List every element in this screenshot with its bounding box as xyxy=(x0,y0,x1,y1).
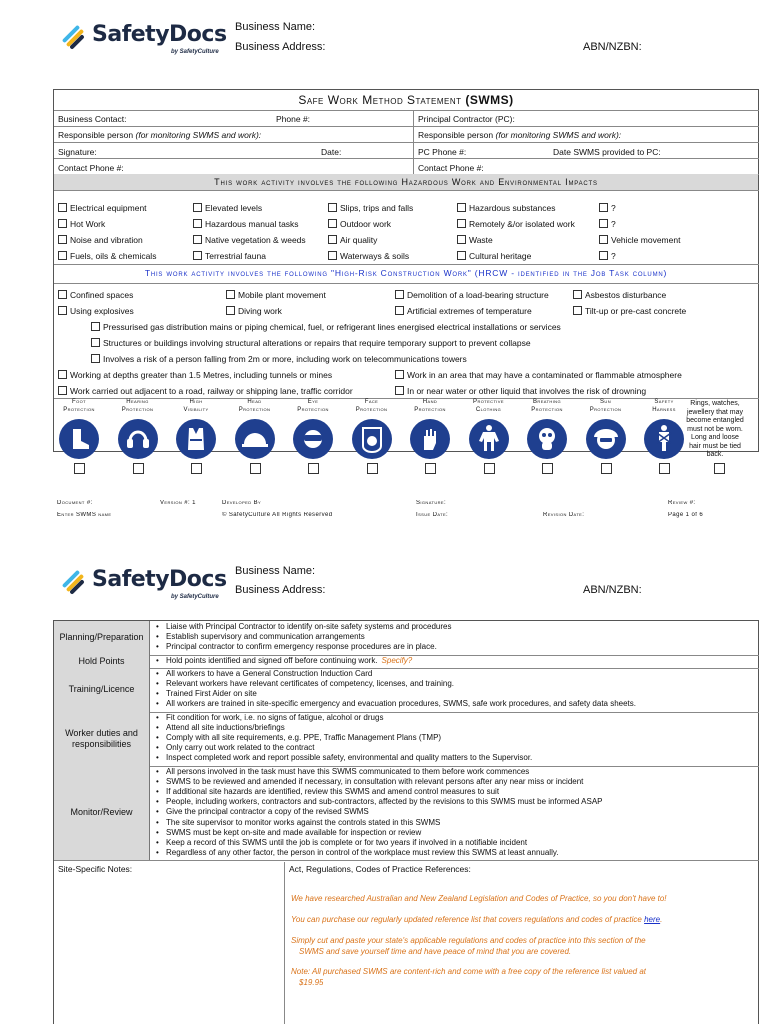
bullet-icon: • xyxy=(156,838,159,847)
bullet-item xyxy=(156,656,412,666)
ppe-label-line-2: Clothing xyxy=(475,406,502,413)
checkbox-label: Hot Work xyxy=(70,219,106,229)
row-label: Training/Licence xyxy=(54,668,150,712)
bullet-text: SWMS must be kept on-site and made available for inspection or review xyxy=(166,827,422,837)
hazard-item[interactable] xyxy=(328,251,409,261)
bullet-icon: • xyxy=(156,642,159,652)
version-number: Version #: 1 xyxy=(160,500,196,506)
hazard-item[interactable] xyxy=(193,251,266,261)
checkbox-label: Hazardous manual tasks xyxy=(205,219,299,229)
face-shield-icon xyxy=(352,419,392,459)
bullet-text: Keep a record of this SWMS until the job is complete or for two years if involved in a notifiable incident xyxy=(166,838,528,847)
checkbox-label: Waterways & soils xyxy=(340,251,410,261)
bullet-text: SWMS to be reviewed and amended if necessary, in consultation with relevant persons after any near miss or incident xyxy=(166,776,584,786)
bullet-text: The site supervisor to monitor works against the controls stated in this SWMS xyxy=(166,817,441,827)
bullet-icon: • xyxy=(156,689,159,699)
bullet-text: All persons involved in the task must have this SWMS communicated to them before work commences xyxy=(166,766,530,776)
bullet-icon: • xyxy=(156,622,159,631)
checkbox-icon[interactable] xyxy=(457,235,466,244)
swms-form xyxy=(53,89,759,452)
hazard-item[interactable] xyxy=(193,219,299,229)
hrcw-item[interactable] xyxy=(58,370,332,380)
hazard-item[interactable] xyxy=(599,235,680,245)
checkbox-icon[interactable] xyxy=(599,251,608,260)
checkbox-label: Using explosives xyxy=(70,306,134,316)
checkbox-icon[interactable] xyxy=(328,203,337,212)
abn-label: ABN/NZBN: xyxy=(583,41,642,53)
ppe-checkbox[interactable] xyxy=(250,463,261,474)
date-provided-field[interactable]: Date SWMS provided to PC: xyxy=(553,147,661,157)
sun-hat-icon xyxy=(586,419,626,459)
hazard-item[interactable] xyxy=(328,219,391,229)
bullet-item xyxy=(156,622,451,632)
bullet-item xyxy=(156,818,440,828)
bullet-item xyxy=(156,689,257,699)
hrcw-item[interactable] xyxy=(395,290,549,300)
bullet-icon: • xyxy=(156,668,159,678)
principal-contractor-field[interactable]: Principal Contractor (PC): xyxy=(418,114,515,124)
bullet-item xyxy=(156,642,437,652)
checkbox-label: Work in an area that may have a contaminated or flammable atmosphere xyxy=(407,370,682,380)
bullet-icon: • xyxy=(156,679,159,688)
glove-icon xyxy=(410,419,450,459)
bullet-icon: • xyxy=(156,743,159,753)
acts-para-2-text: You can purchase our regularly updated reference list that covers regulations and codes of practice xyxy=(291,915,642,924)
bullet-icon: • xyxy=(156,699,159,709)
row-label: Monitor/Review xyxy=(54,766,150,861)
hrcw-item[interactable] xyxy=(226,290,326,300)
checkbox-icon[interactable] xyxy=(58,370,67,379)
checkbox-icon[interactable] xyxy=(91,354,100,363)
hrcw-item[interactable] xyxy=(226,306,282,316)
ppe-checkbox[interactable] xyxy=(133,463,144,474)
business-address-label: Business Address: xyxy=(235,41,326,53)
checkbox-icon[interactable] xyxy=(328,219,337,228)
ppe-label-line-2: Protection xyxy=(238,406,271,413)
logo-byline: by SafetyCulture xyxy=(171,49,219,55)
ppe-label xyxy=(636,399,692,414)
bullet-icon: • xyxy=(156,797,159,807)
checkbox-label: Vehicle movement xyxy=(611,235,681,245)
checkbox-icon[interactable] xyxy=(193,219,202,228)
checkbox-label: Cultural heritage xyxy=(469,251,532,261)
bullet-item xyxy=(156,807,369,817)
checkbox-icon[interactable] xyxy=(457,203,466,212)
bullet-text: Only carry out work related to the contract xyxy=(166,743,315,753)
bullet-text: Regardless of any other factor, the person in control of the workplace must review this SWMS at least annually. xyxy=(166,848,559,858)
checkbox-label: Remotely &/or isolated work xyxy=(469,219,575,229)
bullet-text: Principal contractor to confirm emergency response procedures are in place. xyxy=(166,642,437,652)
checkbox-label: Structures or buildings involving structural alterations or repairs that require temporary support to prevent collapse xyxy=(103,338,531,348)
ppe-label-line-1: Eye xyxy=(307,399,319,405)
bullet-icon: • xyxy=(156,827,159,837)
checkbox-label: Air quality xyxy=(340,235,378,245)
footer-signature: Signature: xyxy=(416,500,447,506)
bullet-item xyxy=(156,838,527,848)
ppe-checkbox[interactable] xyxy=(542,463,553,474)
hazard-item[interactable] xyxy=(457,203,555,213)
logo-stripes-icon xyxy=(58,563,90,595)
bullet-icon: • xyxy=(156,712,159,722)
checkbox-label: Noise and vibration xyxy=(70,235,143,245)
swms-page-2 xyxy=(0,545,768,1024)
ppe-jewellery-note: Rings, watches, jewellery that may become entangled must not be worn. Long and loose hair must be tied back. xyxy=(686,400,744,458)
checkbox-label: Demolition of a load-bearing structure xyxy=(407,290,549,300)
ppe-checkbox[interactable] xyxy=(659,463,670,474)
coverall-icon xyxy=(469,419,509,459)
row-label: Worker duties and responsibilities xyxy=(54,712,150,766)
hi-vis-vest-icon xyxy=(176,419,216,459)
ppe-checkbox[interactable] xyxy=(308,463,319,474)
bullet-item xyxy=(156,733,441,743)
hard-hat-icon xyxy=(235,419,275,459)
checkbox-icon[interactable] xyxy=(395,370,404,379)
swms-title-abbr: (SWMS) xyxy=(465,93,514,107)
checkbox-icon[interactable] xyxy=(395,386,404,395)
ppe-label xyxy=(578,399,634,414)
hrcw-item[interactable] xyxy=(395,370,682,380)
logo-byline: by SafetyCulture xyxy=(171,594,219,600)
ppe-label-line-1: Foot xyxy=(72,399,86,405)
checkbox-icon[interactable] xyxy=(395,306,404,315)
checkbox-label: Artificial extremes of temperature xyxy=(407,306,532,316)
bullet-icon: • xyxy=(156,776,159,786)
ppe-label xyxy=(51,399,107,414)
pc-responsible-person-note: (for monitoring SWMS and work): xyxy=(495,130,622,140)
procedures-table xyxy=(53,620,759,1024)
checkbox-label: Fuels, oils & chemicals xyxy=(70,251,157,261)
ppe-checkbox[interactable] xyxy=(601,463,612,474)
checkbox-label: Hazardous substances xyxy=(469,203,556,213)
date-field[interactable]: Date: xyxy=(321,147,342,157)
pc-responsible-person-field[interactable] xyxy=(418,130,621,140)
ppe-label-line-1: Face xyxy=(364,399,379,405)
checkbox-label: Diving work xyxy=(238,306,282,316)
ppe-label-line-1: Protective xyxy=(473,399,504,405)
ear-muffs-icon xyxy=(118,419,158,459)
checkbox-label: ? xyxy=(611,203,616,213)
checkbox-label: Involves a risk of a person falling from 2m or more, including work on telecommunications towers xyxy=(103,354,467,364)
checkbox-label: Pressurised gas distribution mains or piping chemical, fuel, or refrigerant lines energised electrical installations or services xyxy=(103,322,561,332)
bullet-text: People, including workers, contractors and sub-contractors, affected by the revisions to this SWMS must be informed ASAP xyxy=(166,797,603,807)
logo-stripes-icon xyxy=(58,18,90,50)
checkbox-icon[interactable] xyxy=(328,235,337,244)
bullet-text: Comply with all site requirements, e.g. PPE, Traffic Management Plans (TMP) xyxy=(166,733,442,742)
hazard-item[interactable] xyxy=(58,203,147,213)
hazard-item[interactable] xyxy=(599,251,616,261)
ppe-label xyxy=(461,399,517,414)
checkbox-label: Working at depths greater than 1.5 Metres, including tunnels or mines xyxy=(70,370,333,380)
ppe-label-line-1: Sun xyxy=(600,399,611,405)
hrcw-item[interactable] xyxy=(573,290,666,300)
specify-note[interactable]: Specify? xyxy=(381,655,413,665)
checkbox-icon[interactable] xyxy=(573,306,582,315)
row-label: Planning/Preparation xyxy=(54,621,150,655)
ppe-label-line-2: Harness xyxy=(652,406,676,413)
checkbox-icon[interactable] xyxy=(58,203,67,212)
bullet-text: Give the principal contractor a copy of the revised SWMS xyxy=(166,807,369,817)
bullet-item xyxy=(156,743,315,753)
bullet-icon: • xyxy=(156,807,159,817)
ppe-label-line-1: Hearing xyxy=(126,399,149,405)
ppe-label-line-2: Protection xyxy=(297,406,329,413)
checkbox-label: Mobile plant movement xyxy=(238,290,326,300)
issue-date: Issue Date: xyxy=(416,512,449,518)
hazard-item[interactable] xyxy=(58,251,156,261)
bullet-icon: • xyxy=(156,632,159,642)
checkbox-label: Slips, trips and falls xyxy=(340,203,414,213)
hazards-band: This work activity involves the following Hazardous Work and Environmental Impacts xyxy=(54,174,758,190)
phone-field[interactable]: Phone #: xyxy=(276,114,311,124)
ppe-label-line-1: Breathing xyxy=(533,399,561,405)
pc-phone-field[interactable]: PC Phone #: xyxy=(418,147,467,157)
bullet-item xyxy=(156,828,421,838)
checkbox-icon[interactable] xyxy=(457,219,466,228)
hazard-item[interactable] xyxy=(599,219,616,229)
bullet-icon: • xyxy=(156,722,159,732)
pc-contact-phone-field[interactable]: Contact Phone #: xyxy=(418,163,484,173)
acts-para-4b: $19.95 xyxy=(299,978,324,987)
logo-wordmark: SafetyDocs xyxy=(92,22,227,47)
ppe-label-line-2: Protection xyxy=(355,406,388,413)
checkbox-label: Tilt-up or pre-cast concrete xyxy=(585,306,687,316)
hrcw-item[interactable] xyxy=(395,306,532,316)
checkbox-icon[interactable] xyxy=(599,235,608,244)
ppe-label xyxy=(168,399,224,414)
acts-para-2: You can purchase our regularly updated reference list that covers regulations and codes of practice here. xyxy=(291,915,663,924)
page-number: Page 1 of 6 xyxy=(668,512,704,518)
bullet-item xyxy=(156,632,365,642)
ppe-label-line-2: Protection xyxy=(63,406,95,413)
checkbox-icon[interactable] xyxy=(193,251,202,260)
bullet-icon: • xyxy=(156,655,159,665)
respirator-icon xyxy=(527,419,567,459)
harness-icon xyxy=(644,419,684,459)
hazard-item[interactable] xyxy=(193,203,262,213)
page-gap xyxy=(0,535,768,545)
checkbox-label: Confined spaces xyxy=(70,290,134,300)
checkbox-icon[interactable] xyxy=(58,235,67,244)
copyright: © SafetyCulture All Rights Reserved xyxy=(222,512,333,518)
checkbox-icon[interactable] xyxy=(457,251,466,260)
bullet-item xyxy=(156,848,558,858)
checkbox-label: Outdoor work xyxy=(340,219,392,229)
hazard-item[interactable] xyxy=(328,235,377,245)
business-name-label: Business Name: xyxy=(235,21,316,33)
acts-para-4a: Note: All purchased SWMS are content-rich and come with a free copy of the reference list valued at xyxy=(291,967,646,976)
boot-icon xyxy=(59,419,99,459)
bullet-item xyxy=(156,699,636,709)
ppe-label-line-2: Visibility xyxy=(183,406,209,413)
checkbox-icon[interactable] xyxy=(328,251,337,260)
hazard-item[interactable] xyxy=(457,251,531,261)
safetydocs-logo xyxy=(58,18,233,60)
hazard-item[interactable] xyxy=(599,203,616,213)
bullet-text: All workers are trained in site-specific emergency and evacuation procedures, SWMS, safe work procedures, and safety data sheets. xyxy=(166,699,637,709)
ppe-label-line-1: Hand xyxy=(422,399,438,405)
responsible-person-field[interactable] xyxy=(58,130,261,140)
hazard-item[interactable] xyxy=(193,235,306,245)
business-contact-field[interactable]: Business Contact: xyxy=(58,114,127,124)
bullet-item xyxy=(156,723,285,733)
site-notes-label: Site-Specific Notes: xyxy=(58,864,133,874)
bullet-item xyxy=(156,713,383,723)
hazard-item[interactable] xyxy=(457,219,575,229)
pc-responsible-person-label: Responsible person xyxy=(418,130,494,140)
acts-para-3a: Simply cut and paste your state's applicable regulations and codes of practice into this section of the xyxy=(291,936,646,945)
checkbox-label: Asbestos disturbance xyxy=(585,290,667,300)
bullet-item xyxy=(156,797,603,807)
business-address-label-2: Business Address: xyxy=(235,584,326,596)
bullet-icon: • xyxy=(156,787,159,796)
hazard-item[interactable] xyxy=(58,219,105,229)
checkbox-label: In or near water or other liquid that involves the risk of drowning xyxy=(407,386,647,396)
bullet-text: Establish supervisory and communication arrangements xyxy=(166,632,365,642)
swms-title-text: Safe Work Method Statement xyxy=(298,93,462,107)
checkbox-icon[interactable] xyxy=(91,322,100,331)
hrcw-item[interactable] xyxy=(91,338,531,348)
bullet-icon: • xyxy=(156,766,159,776)
acts-label: Act, Regulations, Codes of Practice References: xyxy=(289,864,471,874)
checkbox-icon[interactable] xyxy=(58,386,67,395)
swms-name[interactable]: Enter SWMS name xyxy=(57,512,112,518)
hazard-item[interactable] xyxy=(457,235,493,245)
hrcw-band: This work activity involves the following "High-Risk Construction Work" (HRCW - identified in the Job Task column) xyxy=(54,265,758,281)
abn-label-2: ABN/NZBN: xyxy=(583,584,642,596)
logo-wordmark: SafetyDocs xyxy=(92,567,227,592)
checkbox-icon[interactable] xyxy=(58,219,67,228)
responsible-person-label: Responsible person xyxy=(58,130,134,140)
checkbox-icon[interactable] xyxy=(226,290,235,299)
acts-here-link[interactable]: here xyxy=(644,915,661,924)
checkbox-label: Electrical equipment xyxy=(70,203,147,213)
ppe-checkbox[interactable] xyxy=(191,463,202,474)
ppe-label-line-1: High xyxy=(189,399,203,405)
contact-phone-field[interactable]: Contact Phone #: xyxy=(58,163,124,173)
checkbox-icon[interactable] xyxy=(599,203,608,212)
checkbox-icon[interactable] xyxy=(193,235,202,244)
bullet-text: Relevant workers have relevant certificates of competency, licenses, and training. xyxy=(166,679,454,688)
checkbox-icon[interactable] xyxy=(226,306,235,315)
ppe-label xyxy=(285,399,341,414)
ppe-label xyxy=(519,399,575,414)
checkbox-icon[interactable] xyxy=(91,338,100,347)
bullet-item xyxy=(156,767,529,777)
bullet-item xyxy=(156,753,532,763)
developed-by: Developed By xyxy=(222,500,262,506)
ppe-label xyxy=(227,399,283,414)
bullet-text: Trained First Aider on site xyxy=(166,689,257,699)
row-label: Hold Points xyxy=(54,655,150,668)
hrcw-item[interactable] xyxy=(91,354,467,364)
bullet-icon: • xyxy=(156,753,159,763)
swms-title xyxy=(54,93,758,107)
checkbox-icon[interactable] xyxy=(573,290,582,299)
responsible-person-note: (for monitoring SWMS and work): xyxy=(135,130,262,140)
bullet-icon: • xyxy=(156,733,159,742)
checkbox-label: ? xyxy=(611,219,616,229)
ppe-checkbox[interactable] xyxy=(74,463,85,474)
ppe-label-line-2: Protection xyxy=(414,406,446,413)
bullet-text: Inspect completed work and report possible safety, environmental and quality matters to the Supervisor. xyxy=(166,753,533,763)
ppe-label-line-2: Protection xyxy=(531,406,563,413)
bullet-text: Liaise with Principal Contractor to identify on-site safety systems and procedures xyxy=(166,622,452,631)
ppe-checkbox[interactable] xyxy=(425,463,436,474)
document-number: Document #: xyxy=(57,500,93,506)
bullet-text: Hold points identified and signed off before continuing work. xyxy=(166,655,378,665)
checkbox-label: Work carried out adjacent to a road, railway or shipping lane, traffic corridor xyxy=(70,386,353,396)
checkbox-label: Native vegetation & weeds xyxy=(205,235,306,245)
bullet-item xyxy=(156,679,454,689)
ppe-label-line-1: Head xyxy=(247,399,262,405)
row-divider xyxy=(54,860,759,861)
checkbox-icon[interactable] xyxy=(58,290,67,299)
acts-para-3b: SWMS and save yourself time and have peace of mind that you are covered. xyxy=(299,947,572,956)
bullet-icon: • xyxy=(156,817,159,827)
bullet-text: Attend all site inductions/briefings xyxy=(166,722,285,732)
ppe-label xyxy=(110,399,166,414)
checkbox-label: Elevated levels xyxy=(205,203,263,213)
hrcw-item[interactable] xyxy=(573,306,686,316)
hrcw-item[interactable] xyxy=(58,290,133,300)
hrcw-item[interactable] xyxy=(58,306,134,316)
ppe-label-line-2: Protection xyxy=(121,406,154,413)
checkbox-icon[interactable] xyxy=(58,251,67,260)
checkbox-label: Terrestrial fauna xyxy=(205,251,266,261)
ppe-label-line-2: Protection xyxy=(589,406,622,413)
bullet-icon: • xyxy=(156,848,159,858)
safetydocs-logo-2 xyxy=(58,563,233,605)
checkbox-icon[interactable] xyxy=(599,219,608,228)
bullet-item xyxy=(156,777,583,787)
bullet-item xyxy=(156,787,499,797)
ppe-label xyxy=(402,399,458,414)
checkbox-label: ? xyxy=(611,251,616,261)
bullet-item xyxy=(156,669,372,679)
hazard-item[interactable] xyxy=(328,203,413,213)
bullet-text: If additional site hazards are identified, review this SWMS and amend control measures to suit xyxy=(166,787,500,796)
goggles-icon xyxy=(293,419,333,459)
hrcw-item[interactable] xyxy=(58,386,353,396)
signature-field[interactable]: Signature: xyxy=(58,147,97,157)
ppe-checkbox[interactable] xyxy=(367,463,378,474)
checkbox-label: Waste xyxy=(469,235,493,245)
acts-para-1: We have researched Australian and New Zealand Legislation and Codes of Practice, so you don't have to! xyxy=(291,894,667,903)
review-number: Review #: xyxy=(668,500,696,506)
ppe-label xyxy=(344,399,400,414)
business-name-label-2: Business Name: xyxy=(235,565,316,577)
bullet-text: All workers to have a General Construction Induction Card xyxy=(166,668,373,678)
hrcw-item[interactable] xyxy=(91,322,561,332)
jewellery-checkbox[interactable] xyxy=(714,463,725,474)
ppe-checkbox[interactable] xyxy=(484,463,495,474)
revision-date: Revision Date: xyxy=(543,512,585,518)
hrcw-item[interactable] xyxy=(395,386,646,396)
checkbox-icon[interactable] xyxy=(193,203,202,212)
bullet-text: Fit condition for work, i.e. no signs of fatigue, alcohol or drugs xyxy=(166,712,384,722)
checkbox-icon[interactable] xyxy=(395,290,404,299)
checkbox-icon[interactable] xyxy=(58,306,67,315)
hazard-item[interactable] xyxy=(58,235,143,245)
ppe-label-line-1: Safety xyxy=(654,399,674,405)
